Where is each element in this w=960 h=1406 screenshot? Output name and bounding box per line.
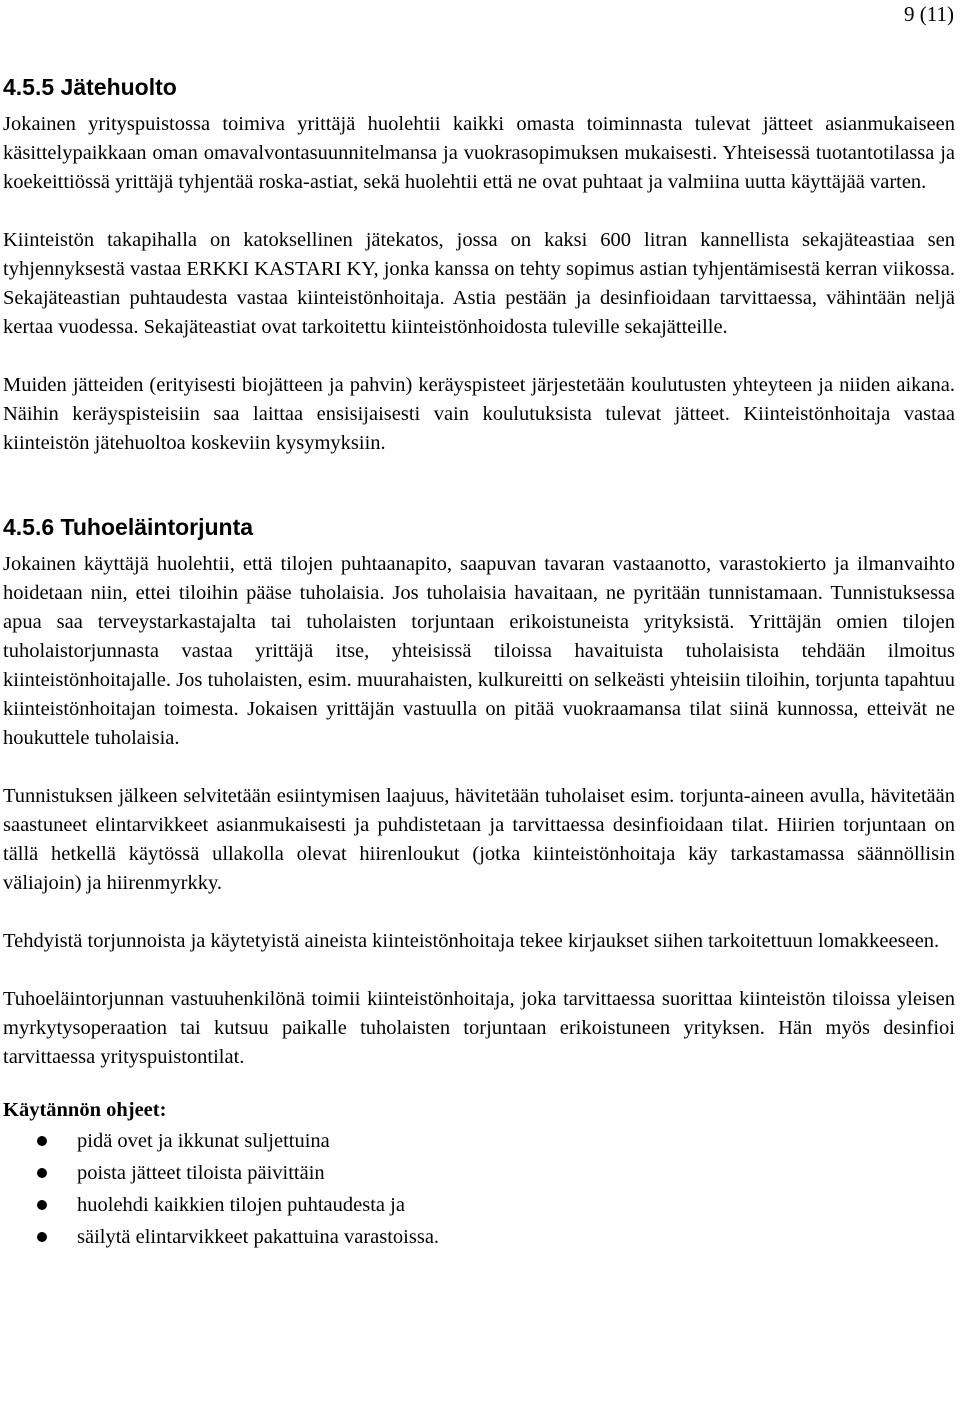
page-number: 9 (11) bbox=[904, 2, 954, 26]
paragraph: Tuhoeläintorjunnan vastuuhenkilönä toimii kiinteistönhoitaja, joka tarvittaessa suorittaa kiinteistön tiloissa yleisen myrkytysoperaation tai kutsuu paikalle tuholaisten torjuntaan erikoistuneen yrityksen. Hän myös desinfioi tarvittaessa yrityspuistontilat. bbox=[3, 988, 955, 1068]
list-item: säilytä elintarvikkeet pakattuina varastoissa. bbox=[3, 1221, 955, 1253]
paragraph: Kiinteistön takapihalla on katoksellinen jätekatos, jossa on kaksi 600 litran kannellista sekajäteastiaa sen tyhjennyksestä vastaa ERKKI KASTARI KY, jonka kanssa on tehty sopimus astian tyhjentämisestä kerran viikossa. Sekajäteastian puhtaudesta vastaa kiinteistönhoitaja. Astia pestään ja desinfioidaan tarvittaessa, vähintään neljä kertaa vuodessa. Sekajäteastiat ovat tarkoitettu kiinteistönhoidosta tuleville sekajätteille. bbox=[3, 229, 955, 338]
paragraph: Jokainen käyttäjä huolehtii, että tilojen puhtaanapito, saapuvan tavaran vastaanotto, varastokierto ja ilmanvaihto hoidetaan niin, ettei tiloihin pääse tuholaisia. Jos tuholaisia havaitaan, ne pyritään tunnistamaan. Tunnistuksessa apua saa terveystarkastajalta tai tuholaisten torjuntaan erikoistuneista yrityksistä. Yrittäjän omien tilojen tuholaistorjunnasta vastaa yrittäjä itse, yhteisissä tiloissa havaituista tuholaisista tehdään ilmoitus kiinteistönhoitajalle. Jos tuholaisten, esim. muurahaisten, kulkureitti on selkeästi yhteisiin tiloihin, torjunta tapahtuu kiinteistönhoitajan toimesta. Jokaisen yrittäjän vastuulla on pitää vuokraamansa tilat siinä kunnossa, etteivät ne houkuttele tuholaisia. bbox=[3, 553, 955, 749]
section-heading-jatehuolto: 4.5.5 Jätehuolto bbox=[3, 74, 177, 100]
list-item: huolehdi kaikkien tilojen puhtaudesta ja bbox=[3, 1189, 955, 1221]
practical-instructions-heading: Käytännön ohjeet: bbox=[3, 1099, 167, 1121]
list-item: pidä ovet ja ikkunat suljettuina bbox=[3, 1125, 955, 1157]
paragraph: Jokainen yrityspuistossa toimiva yrittäjä huolehtii kaikki omasta toiminnasta tulevat jätteet asianmukaiseen käsittelypaikkaan oman omavalvontasuunnitelmansa ja vuokrasopimuksen mukaisesti. Yhteisessä tuotantotilassa ja koekeittiössä yrittäjä tyhjentää roska-astiat, sekä huolehtii että ne ovat puhtaat ja valmiina uutta käyttäjää varten. bbox=[3, 113, 955, 193]
instructions-list bbox=[3, 1125, 955, 1253]
bullet-icon bbox=[37, 1168, 47, 1178]
bullet-icon bbox=[37, 1136, 47, 1146]
bullet-icon bbox=[37, 1232, 47, 1242]
page-content bbox=[3, 70, 955, 1253]
section-heading-tuhoelaintorjunta: 4.5.6 Tuhoeläintorjunta bbox=[3, 514, 254, 540]
paragraph: Tehdyistä torjunnoista ja käytetyistä aineista kiinteistönhoitaja tekee kirjaukset siihen tarkoitettuun lomakkeeseen. bbox=[3, 930, 940, 952]
list-item: poista jätteet tiloista päivittäin bbox=[3, 1157, 955, 1189]
paragraph: Tunnistuksen jälkeen selvitetään esiintymisen laajuus, hävitetään tuholaiset esim. torjunta-aineen avulla, hävitetään saastuneet elintarvikkeet asianmukaisesti ja puhdistetaan ja tarvittaessa desinfioidaan tilat. Hiirien torjuntaan on tällä hetkellä käytössä ullakolla olevat hiirenloukut (jotka kiinteistönhoitaja käy tarkastamassa säännöllisin väliajoin) ja hiirenmyrkky. bbox=[3, 785, 955, 894]
paragraph: Muiden jätteiden (erityisesti biojätteen ja pahvin) keräyspisteet järjestetään koulutusten yhteyteen ja niiden aikana. Näihin keräyspisteisiin saa laittaa ensisijaisesti vain koulutuksista tulevat jätteet. Kiinteistönhoitaja vastaa kiinteistön jätehuoltoa koskeviin kysymyksiin. bbox=[3, 374, 955, 454]
bullet-icon bbox=[37, 1200, 47, 1210]
